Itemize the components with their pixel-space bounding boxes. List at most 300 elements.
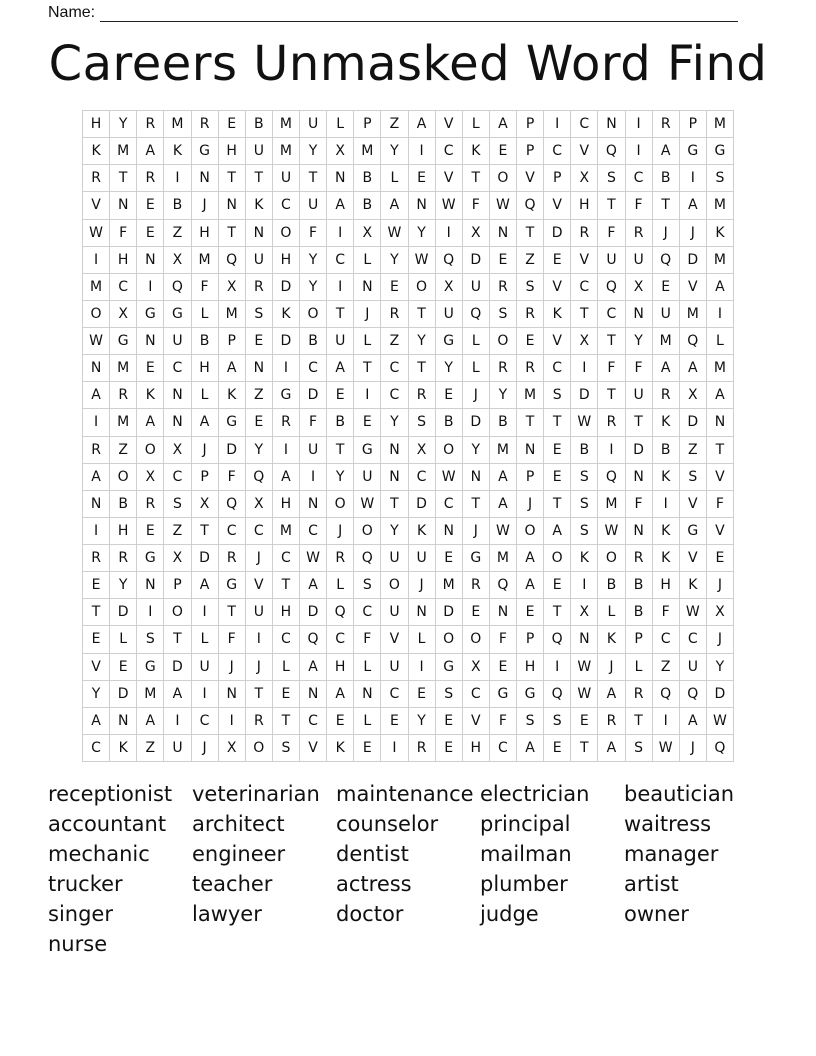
grid-cell: E [137,518,164,545]
grid-cell: R [653,382,680,409]
grid-cell: J [680,735,707,762]
grid-cell: X [354,220,381,247]
grid-cell: A [327,192,354,219]
grid-cell: R [219,545,246,572]
grid-cell: J [192,192,219,219]
grid-cell: T [246,681,273,708]
grid-cell: E [83,626,110,653]
grid-cell: Q [327,599,354,626]
grid-cell: R [246,274,273,301]
grid-cell: V [300,735,327,762]
grid-cell: B [110,491,137,518]
grid-cell: E [246,409,273,436]
grid-cell: D [300,599,327,626]
grid-cell: S [409,409,436,436]
grid-cell: S [164,491,191,518]
grid-cell: E [137,192,164,219]
grid-cell: A [653,355,680,382]
grid-cell: E [571,708,598,735]
grid-cell: I [300,464,327,491]
grid-cell: Q [463,301,490,328]
word-search-grid [82,110,734,762]
grid-cell: I [571,355,598,382]
grid-cell: U [598,247,625,274]
grid-cell: A [83,708,110,735]
grid-cell: G [137,545,164,572]
grid-cell: P [354,111,381,138]
grid-cell: Q [598,138,625,165]
grid-cell: L [463,328,490,355]
grid-cell: D [680,247,707,274]
grid-cell: R [273,409,300,436]
grid-cell: N [626,301,653,328]
grid-cell: M [707,247,734,274]
grid-cell: M [273,138,300,165]
grid-cell: O [436,626,463,653]
grid-cell: M [83,274,110,301]
grid-cell: X [409,437,436,464]
word-bank-item: beautician [624,782,735,806]
grid-cell: Z [164,220,191,247]
grid-cell: T [246,165,273,192]
grid-cell: K [544,301,571,328]
grid-cell: W [381,220,408,247]
grid-cell: T [409,355,436,382]
word-bank-item: plumber [480,872,568,896]
grid-cell: Y [300,274,327,301]
grid-cell: A [490,111,517,138]
grid-cell: N [354,681,381,708]
grid-cell: B [327,409,354,436]
word-bank-item: maintenance [336,782,474,806]
grid-cell: I [707,301,734,328]
grid-cell: N [490,599,517,626]
grid-cell: T [571,735,598,762]
grid-cell: G [707,138,734,165]
grid-cell: I [680,165,707,192]
grid-cell: T [598,328,625,355]
grid-cell: A [707,382,734,409]
grid-cell: R [598,708,625,735]
grid-cell: W [354,491,381,518]
grid-cell: M [219,301,246,328]
grid-cell: X [571,599,598,626]
grid-cell: K [653,464,680,491]
grid-cell: A [707,274,734,301]
grid-cell: J [192,735,219,762]
grid-cell: M [490,437,517,464]
grid-cell: U [409,545,436,572]
grid-cell: F [707,491,734,518]
grid-cell: R [137,491,164,518]
grid-cell: Q [680,681,707,708]
grid-cell: R [598,409,625,436]
grid-cell: I [192,599,219,626]
grid-cell: S [544,708,571,735]
grid-cell: U [246,599,273,626]
grid-cell: I [409,138,436,165]
grid-cell: O [490,328,517,355]
grid-cell: Y [409,708,436,735]
grid-cell: M [707,111,734,138]
grid-cell: U [626,382,653,409]
grid-cell: T [327,301,354,328]
grid-cell: C [273,545,300,572]
grid-cell: A [598,735,625,762]
grid-cell: W [571,654,598,681]
grid-cell: I [653,491,680,518]
grid-cell: P [192,464,219,491]
grid-cell: A [137,409,164,436]
grid-cell: N [409,599,436,626]
grid-cell: G [219,572,246,599]
grid-cell: X [164,437,191,464]
grid-cell: N [327,165,354,192]
grid-cell: X [219,735,246,762]
grid-cell: N [246,355,273,382]
grid-cell: N [598,111,625,138]
grid-cell: L [381,165,408,192]
grid-cell: J [707,572,734,599]
grid-cell: R [517,301,544,328]
grid-cell: M [680,301,707,328]
grid-cell: H [653,572,680,599]
grid-cell: N [137,247,164,274]
grid-cell: N [83,355,110,382]
grid-cell: C [327,247,354,274]
grid-cell: Y [490,382,517,409]
grid-cell: C [300,708,327,735]
grid-cell: A [137,708,164,735]
grid-cell: G [219,409,246,436]
word-bank-item: doctor [336,902,404,926]
grid-cell: E [381,708,408,735]
grid-cell: S [490,301,517,328]
grid-cell: R [626,220,653,247]
grid-cell: I [137,599,164,626]
grid-cell: C [490,735,517,762]
grid-cell: V [436,165,463,192]
grid-cell: C [436,491,463,518]
grid-cell: H [571,192,598,219]
grid-cell: Q [680,328,707,355]
grid-cell: N [300,491,327,518]
grid-cell: V [381,626,408,653]
grid-cell: I [544,654,571,681]
grid-cell: B [653,437,680,464]
grid-cell: Y [409,328,436,355]
grid-cell: X [571,328,598,355]
grid-cell: D [164,654,191,681]
grid-cell: P [219,328,246,355]
grid-cell: W [571,681,598,708]
grid-cell: O [598,545,625,572]
grid-cell: K [219,382,246,409]
grid-cell: K [110,735,137,762]
grid-cell: Z [653,654,680,681]
grid-cell: V [83,192,110,219]
grid-cell: M [110,355,137,382]
grid-cell: I [273,437,300,464]
grid-cell: B [354,192,381,219]
grid-cell: I [409,654,436,681]
grid-cell: O [354,518,381,545]
grid-cell: W [571,409,598,436]
grid-cell: M [707,355,734,382]
grid-cell: X [463,220,490,247]
grid-cell: D [300,382,327,409]
grid-cell: Y [83,681,110,708]
grid-cell: S [571,464,598,491]
grid-cell: R [409,382,436,409]
grid-cell: R [192,111,219,138]
grid-cell: C [300,518,327,545]
grid-cell: I [83,518,110,545]
grid-cell: V [436,111,463,138]
grid-cell: N [300,681,327,708]
grid-cell: A [680,355,707,382]
grid-cell: H [273,599,300,626]
grid-cell: Y [436,355,463,382]
grid-cell: N [381,464,408,491]
grid-cell: O [273,220,300,247]
grid-cell: Q [598,464,625,491]
grid-cell: P [517,111,544,138]
grid-cell: E [83,572,110,599]
grid-cell: R [83,437,110,464]
grid-cell: D [110,681,137,708]
grid-cell: L [707,328,734,355]
grid-cell: C [354,599,381,626]
grid-cell: D [707,681,734,708]
grid-cell: Y [300,247,327,274]
grid-cell: A [517,735,544,762]
grid-cell: B [571,437,598,464]
grid-cell: C [219,518,246,545]
grid-cell: E [436,545,463,572]
grid-cell: M [598,491,625,518]
grid-cell: X [707,599,734,626]
grid-cell: R [110,545,137,572]
grid-cell: N [137,328,164,355]
grid-cell: C [381,681,408,708]
grid-cell: N [707,409,734,436]
grid-cell: U [381,545,408,572]
grid-cell: T [544,599,571,626]
grid-cell: O [409,274,436,301]
grid-cell: O [110,464,137,491]
grid-cell: A [300,572,327,599]
grid-cell: B [436,409,463,436]
grid-cell: C [192,708,219,735]
grid-cell: M [273,518,300,545]
grid-cell: C [571,111,598,138]
grid-cell: M [436,572,463,599]
grid-cell: F [300,409,327,436]
grid-cell: C [246,518,273,545]
word-bank-item: lawyer [192,902,262,926]
grid-cell: T [409,301,436,328]
grid-cell: Q [219,247,246,274]
grid-cell: N [626,464,653,491]
grid-cell: U [680,654,707,681]
grid-cell: C [110,274,137,301]
grid-cell: W [653,735,680,762]
grid-cell: L [463,111,490,138]
grid-cell: T [517,409,544,436]
grid-cell: V [707,464,734,491]
grid-cell: I [626,138,653,165]
grid-cell: T [626,708,653,735]
grid-cell: D [273,328,300,355]
grid-cell: N [219,192,246,219]
grid-cell: T [544,491,571,518]
grid-cell: R [490,274,517,301]
grid-cell: E [544,735,571,762]
grid-cell: X [164,247,191,274]
grid-cell: E [436,382,463,409]
word-bank-item: principal [480,812,571,836]
grid-cell: D [626,437,653,464]
grid-cell: S [273,735,300,762]
grid-cell: L [354,328,381,355]
word-bank-item: trucker [48,872,123,896]
grid-cell: G [273,382,300,409]
grid-cell: A [137,138,164,165]
grid-cell: Q [544,626,571,653]
grid-cell: C [273,626,300,653]
grid-cell: C [544,138,571,165]
grid-cell: I [653,708,680,735]
grid-cell: R [653,111,680,138]
grid-cell: M [707,192,734,219]
grid-cell: M [137,681,164,708]
grid-cell: S [571,518,598,545]
grid-cell: L [273,654,300,681]
grid-cell: A [680,708,707,735]
grid-cell: M [273,111,300,138]
grid-cell: J [354,301,381,328]
grid-cell: A [680,192,707,219]
grid-cell: B [598,572,625,599]
grid-cell: S [571,491,598,518]
grid-cell: Q [653,681,680,708]
grid-cell: E [544,247,571,274]
name-blank-line [100,5,738,22]
grid-cell: T [598,192,625,219]
grid-cell: B [490,409,517,436]
grid-cell: V [680,545,707,572]
grid-cell: X [137,464,164,491]
grid-cell: I [381,735,408,762]
grid-cell: U [164,735,191,762]
grid-cell: I [273,355,300,382]
grid-cell: L [327,572,354,599]
grid-cell: D [463,247,490,274]
grid-cell: D [436,599,463,626]
grid-cell: E [327,708,354,735]
grid-cell: R [463,572,490,599]
grid-cell: E [517,328,544,355]
grid-cell: T [83,599,110,626]
grid-cell: T [653,192,680,219]
grid-cell: B [653,165,680,192]
grid-cell: K [83,138,110,165]
grid-cell: T [463,165,490,192]
grid-cell: K [653,409,680,436]
grid-cell: Q [246,464,273,491]
grid-cell: R [409,735,436,762]
word-bank-item: architect [192,812,285,836]
grid-cell: K [327,735,354,762]
grid-cell: N [110,708,137,735]
grid-cell: X [246,491,273,518]
grid-cell: Q [164,274,191,301]
grid-cell: H [517,654,544,681]
grid-cell: B [626,572,653,599]
grid-cell: Q [300,626,327,653]
grid-cell: L [463,355,490,382]
grid-cell: U [246,138,273,165]
grid-cell: T [300,165,327,192]
grid-cell: W [490,192,517,219]
grid-cell: Y [110,572,137,599]
grid-cell: N [517,437,544,464]
grid-cell: Q [219,491,246,518]
grid-cell: A [164,681,191,708]
grid-cell: A [83,382,110,409]
grid-cell: U [273,165,300,192]
grid-cell: P [544,165,571,192]
word-bank-item: owner [624,902,689,926]
grid-cell: U [463,274,490,301]
word-bank-item: mechanic [48,842,150,866]
grid-cell: C [381,355,408,382]
grid-cell: T [571,301,598,328]
grid-cell: H [192,220,219,247]
grid-cell: N [626,518,653,545]
grid-cell: V [571,247,598,274]
grid-cell: E [517,599,544,626]
grid-cell: G [463,545,490,572]
grid-cell: C [409,464,436,491]
grid-cell: E [354,735,381,762]
grid-cell: A [381,192,408,219]
word-bank-item: waitress [624,812,712,836]
grid-cell: A [192,572,219,599]
grid-cell: Z [137,735,164,762]
grid-cell: V [707,518,734,545]
grid-cell: L [110,626,137,653]
grid-cell: T [273,708,300,735]
grid-cell: G [110,328,137,355]
grid-cell: F [598,220,625,247]
word-bank-item: dentist [336,842,409,866]
grid-cell: X [164,545,191,572]
grid-cell: Y [110,111,137,138]
grid-cell: L [354,654,381,681]
grid-cell: A [490,491,517,518]
grid-cell: K [164,138,191,165]
grid-cell: L [409,626,436,653]
grid-cell: H [273,247,300,274]
grid-cell: E [273,681,300,708]
grid-cell: K [571,545,598,572]
grid-cell: D [680,409,707,436]
grid-cell: S [354,572,381,599]
word-bank-item: engineer [192,842,286,866]
grid-cell: U [436,301,463,328]
